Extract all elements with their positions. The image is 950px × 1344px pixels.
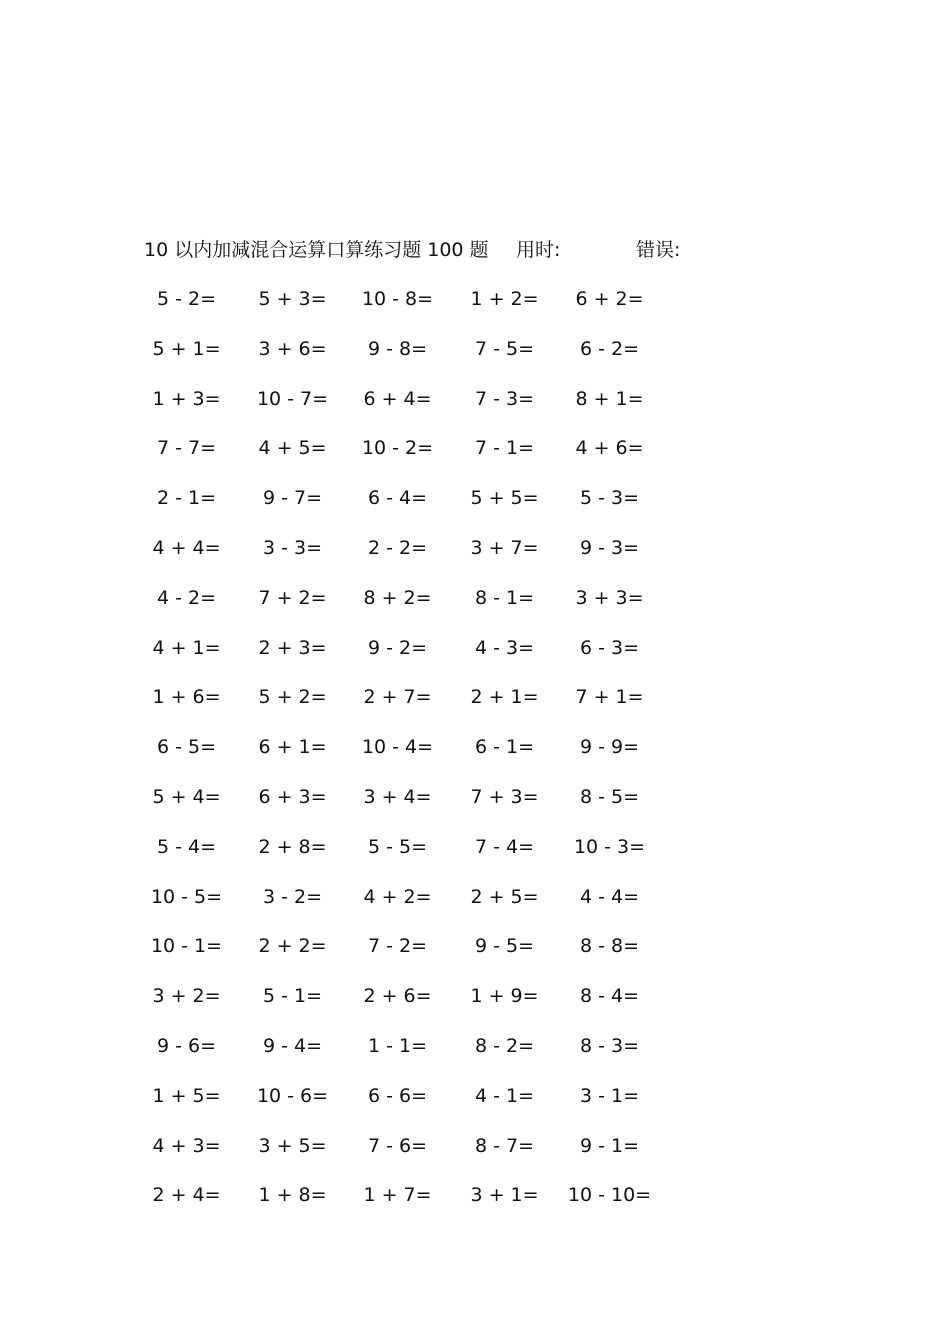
math-problem: 7 - 3=	[474, 387, 535, 410]
math-problem: 7 + 2=	[258, 586, 327, 609]
math-problem: 7 - 5=	[474, 337, 535, 360]
math-problem: 3 + 4=	[363, 785, 432, 808]
math-problem: 5 + 3=	[258, 288, 327, 310]
math-problem: 9 - 8=	[367, 337, 428, 360]
math-problem: 4 + 4=	[152, 536, 221, 559]
math-problem: 5 - 3=	[579, 487, 640, 510]
problem-row	[150, 680, 710, 730]
math-problem: 1 + 9=	[470, 985, 539, 1008]
math-problem: 3 + 5=	[258, 1134, 327, 1157]
math-problem: 2 + 7=	[363, 686, 432, 709]
math-problem: 7 - 1=	[474, 437, 535, 460]
math-problem: 6 - 4=	[367, 487, 428, 510]
math-problem: 6 - 2=	[579, 337, 640, 360]
math-problem: 9 - 3=	[579, 536, 640, 559]
problem-row	[150, 431, 710, 481]
math-problem: 7 - 4=	[474, 835, 535, 858]
math-problem: 4 - 4=	[579, 885, 640, 908]
math-problem: 2 + 5=	[470, 885, 539, 908]
math-problem: 1 - 1=	[367, 1034, 428, 1057]
math-problem: 5 - 5=	[367, 835, 428, 858]
math-problem: 1 + 3=	[152, 387, 221, 410]
math-problem: 5 - 4=	[156, 835, 217, 858]
math-problem: 6 + 1=	[258, 736, 327, 759]
math-problem: 1 + 2=	[470, 288, 539, 310]
math-problem: 5 - 1=	[262, 985, 323, 1008]
problem-row	[150, 780, 710, 830]
math-problem: 2 + 6=	[363, 985, 432, 1008]
problem-row	[150, 730, 710, 780]
math-problem: 4 - 3=	[474, 636, 535, 659]
math-problem: 8 - 4=	[579, 985, 640, 1008]
math-problem: 4 + 5=	[258, 437, 327, 460]
math-problem: 5 - 2=	[156, 288, 217, 310]
math-problem: 6 - 1=	[474, 736, 535, 759]
math-problem: 8 - 7=	[474, 1134, 535, 1157]
math-problem: 2 - 2=	[367, 536, 428, 559]
math-problem: 6 + 4=	[363, 387, 432, 410]
math-problem: 7 - 7=	[156, 437, 217, 460]
math-problem: 9 - 4=	[262, 1034, 323, 1057]
math-problem: 7 - 2=	[367, 935, 428, 958]
math-problem: 10 - 6=	[256, 1084, 329, 1107]
problem-row	[150, 1079, 710, 1129]
math-problem: 10 - 5=	[150, 885, 223, 908]
math-problem: 7 + 1=	[575, 686, 644, 709]
problem-grid	[150, 282, 710, 1228]
problem-row	[150, 929, 710, 979]
math-problem: 8 - 5=	[579, 785, 640, 808]
math-problem: 9 - 9=	[579, 736, 640, 759]
math-problem: 6 + 2=	[575, 288, 644, 310]
math-problem: 1 + 8=	[258, 1184, 327, 1207]
problem-row	[150, 1029, 710, 1079]
math-problem: 9 - 1=	[579, 1134, 640, 1157]
math-problem: 2 + 1=	[470, 686, 539, 709]
math-problem: 10 - 4=	[361, 736, 434, 759]
math-problem: 5 + 4=	[152, 785, 221, 808]
math-problem: 2 + 4=	[152, 1184, 221, 1207]
math-problem: 2 - 1=	[156, 487, 217, 510]
problem-row	[150, 581, 710, 631]
math-problem: 8 - 8=	[579, 935, 640, 958]
math-problem: 7 - 6=	[367, 1134, 428, 1157]
math-problem: 4 + 2=	[363, 885, 432, 908]
math-problem: 10 - 8=	[361, 288, 434, 310]
math-problem: 9 - 7=	[262, 487, 323, 510]
math-problem: 8 - 3=	[579, 1034, 640, 1057]
math-problem: 3 + 3=	[575, 586, 644, 609]
error-count-label: 错误:	[636, 239, 681, 261]
math-problem: 8 - 1=	[474, 586, 535, 609]
math-problem: 3 + 7=	[470, 536, 539, 559]
math-problem: 4 - 2=	[156, 586, 217, 609]
problem-row	[150, 481, 710, 531]
problem-row	[150, 1129, 710, 1179]
problem-row	[150, 880, 710, 930]
math-problem: 6 - 3=	[579, 636, 640, 659]
math-problem: 3 + 1=	[470, 1184, 539, 1207]
math-problem: 10 - 10=	[567, 1184, 652, 1207]
math-problem: 6 - 5=	[156, 736, 217, 759]
math-problem: 8 + 1=	[575, 387, 644, 410]
math-problem: 6 - 6=	[367, 1084, 428, 1107]
math-problem: 8 + 2=	[363, 586, 432, 609]
math-problem: 3 + 6=	[258, 337, 327, 360]
math-problem: 2 + 3=	[258, 636, 327, 659]
problem-row	[150, 282, 710, 332]
math-problem: 10 - 7=	[256, 387, 329, 410]
math-problem: 1 + 5=	[152, 1084, 221, 1107]
math-problem: 5 + 2=	[258, 686, 327, 709]
problem-row	[150, 830, 710, 880]
time-used-label: 用时:	[516, 239, 561, 261]
math-problem: 10 - 3=	[573, 835, 646, 858]
math-problem: 7 + 3=	[470, 785, 539, 808]
math-problem: 5 + 1=	[152, 337, 221, 360]
math-problem: 3 - 2=	[262, 885, 323, 908]
math-problem: 10 - 2=	[361, 437, 434, 460]
math-problem: 10 - 1=	[150, 935, 223, 958]
math-problem: 4 - 1=	[474, 1084, 535, 1107]
math-problem: 1 + 7=	[363, 1184, 432, 1207]
problem-row	[150, 1178, 710, 1228]
math-problem: 8 - 2=	[474, 1034, 535, 1057]
problem-row	[150, 382, 710, 432]
math-problem: 3 + 2=	[152, 985, 221, 1008]
math-problem: 4 + 3=	[152, 1134, 221, 1157]
math-problem: 2 + 2=	[258, 935, 327, 958]
math-problem: 9 - 6=	[156, 1034, 217, 1057]
math-problem: 4 + 6=	[575, 437, 644, 460]
problem-row	[150, 979, 710, 1029]
worksheet-title: 10 以内加减混合运算口算练习题 100 题	[144, 239, 489, 261]
math-problem: 6 + 3=	[258, 785, 327, 808]
math-problem: 9 - 2=	[367, 636, 428, 659]
math-problem: 4 + 1=	[152, 636, 221, 659]
math-problem: 1 + 6=	[152, 686, 221, 709]
math-problem: 3 - 3=	[262, 536, 323, 559]
math-problem: 2 + 8=	[258, 835, 327, 858]
math-problem: 9 - 5=	[474, 935, 535, 958]
math-problem: 3 - 1=	[579, 1084, 640, 1107]
problem-row	[150, 531, 710, 581]
problem-row	[150, 332, 710, 382]
math-problem: 5 + 5=	[470, 487, 539, 510]
problem-row	[150, 631, 710, 681]
